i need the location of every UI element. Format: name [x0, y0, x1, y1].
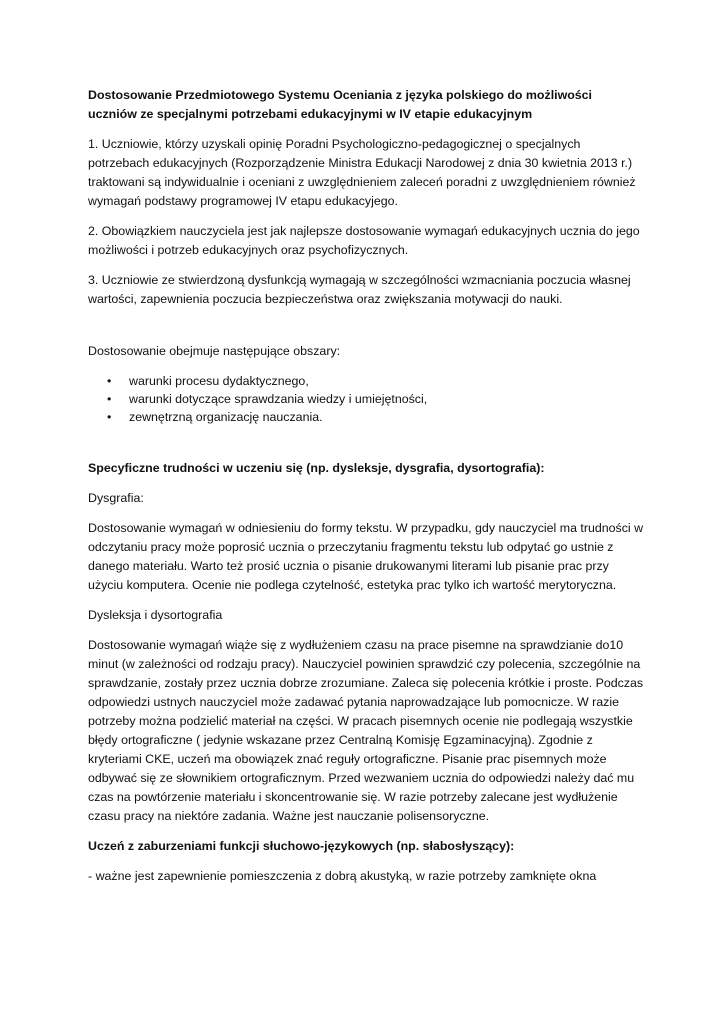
bullet-icon: •: [107, 410, 112, 424]
bullet-icon: •: [107, 374, 112, 388]
document-title: Dostosowanie Przedmiotowego Systemu Oceniania z języka polskiego do możliwości uczniów ze specjalnymi potrzebami edukacyjnymi w IV etapie edukacyjnym: [88, 88, 593, 121]
list-item-text: warunki dotyczące sprawdzania wiedzy i umiejętności,: [129, 392, 428, 406]
point-2: 2. Obowiązkiem nauczyciela jest jak najlepsze dostosowanie wymagań edukacyjnych ucznia do jego możliwości i potrzeb edukacyjnych oraz psychofizycznych.: [88, 224, 640, 257]
list-item: [88, 408, 644, 426]
areas-intro: Dostosowanie obejmuje następujące obszary:: [88, 344, 341, 358]
list-item-text: warunki procesu dydaktycznego,: [129, 374, 309, 388]
dysgrafia-text: Dostosowanie wymagań w odniesieniu do formy tekstu. W przypadku, gdy nauczyciel ma trudności w odczytaniu pracy może poprosić ucznia o przeczytaniu fragmentu tekstu lub odpytać go ustnie z danego materiału. Warto też prosić ucznia o pisanie drukowanymi literami lub pisanie prac przy użyciu komputera. Ocenie nie podlega czytelność, estetyka prac tylko ich wartość merytoryczna.: [88, 521, 644, 592]
point-1: 1. Uczniowie, którzy uzyskali opinię Poradni Psychologiczno-pedagogicznej o specjalnych potrzebach edukacyjnych (Rozporządzenie Ministra Edukacji Narodowej z dnia 30 kwietnia 2013 r.) traktowani są indywidualnie i oceniani z uwzględnieniem zaleceń poradni z uwzględnieniem również wymagań podstawy programowej IV etapu edukacyjego.: [88, 137, 636, 208]
bullet-icon: •: [107, 392, 112, 406]
section-heading-hearing: Uczeń z zaburzeniami funkcji słuchowo-językowych (np. słabosłyszący):: [88, 839, 515, 853]
dysleksja-label: Dysleksja i dysortografia: [88, 608, 223, 622]
list-item: [88, 390, 644, 408]
list-item-text: zewnętrzną organizację nauczania.: [129, 410, 323, 424]
dysleksja-text: Dostosowanie wymagań wiąże się z wydłużeniem czasu na prace pisemne na sprawdzianie do10 minut (w zależności od rodzaju pracy). Nauczyciel powinien sprawdzić czy polecenia, szczególnie na sprawdzanie, zostały przez ucznia dobrze zrozumiane. Zaleca się polecenia krótkie i proste. Podczas odpowiedzi ustnych nauczyciel może zadawać pytania naprowadzające lub pomocnicze. W razie potrzeby można podzielić materiał na części. W pracach pisemnych ocenie nie podlegają wszystkie błędy ortograficzne ( jedynie wskazane przez Centralną Komisję Egzaminacyjną). Zgodnie z kryteriami CKE, uczeń ma obowiązek znać reguły ortograficzne. Pisanie prac pisemnych może odbywać się ze słownikiem ortograficznym. Przed wezwaniem ucznia do odpowiedzi należy dać mu czas na powtórzenie materiału i skoncentrowanie się. W razie potrzeby zalecane jest wydłużenie czasu pracy na niektóre zadania. Ważne jest nauczanie polisensoryczne.: [88, 638, 644, 823]
list-item: [88, 372, 644, 390]
blank-line: [88, 320, 644, 342]
hearing-point-1: - ważne jest zapewnienie pomieszczenia z dobrą akustyką, w razie potrzeby zamknięte okna: [88, 869, 597, 883]
point-3: 3. Uczniowie ze stwierdzoną dysfunkcją wymagają w szczególności wzmacniania poczucia własnej wartości, zapewnienia poczucia bezpieczeństwa oraz zwiększania motywacji do nauki.: [88, 273, 631, 306]
section-heading-learning-difficulties: Specyficzne trudności w uczeniu się (np. dysleksje, dysgrafia, dysortografia):: [88, 461, 545, 475]
areas-list: [88, 372, 644, 426]
dysgrafia-label: Dysgrafia:: [88, 491, 144, 505]
